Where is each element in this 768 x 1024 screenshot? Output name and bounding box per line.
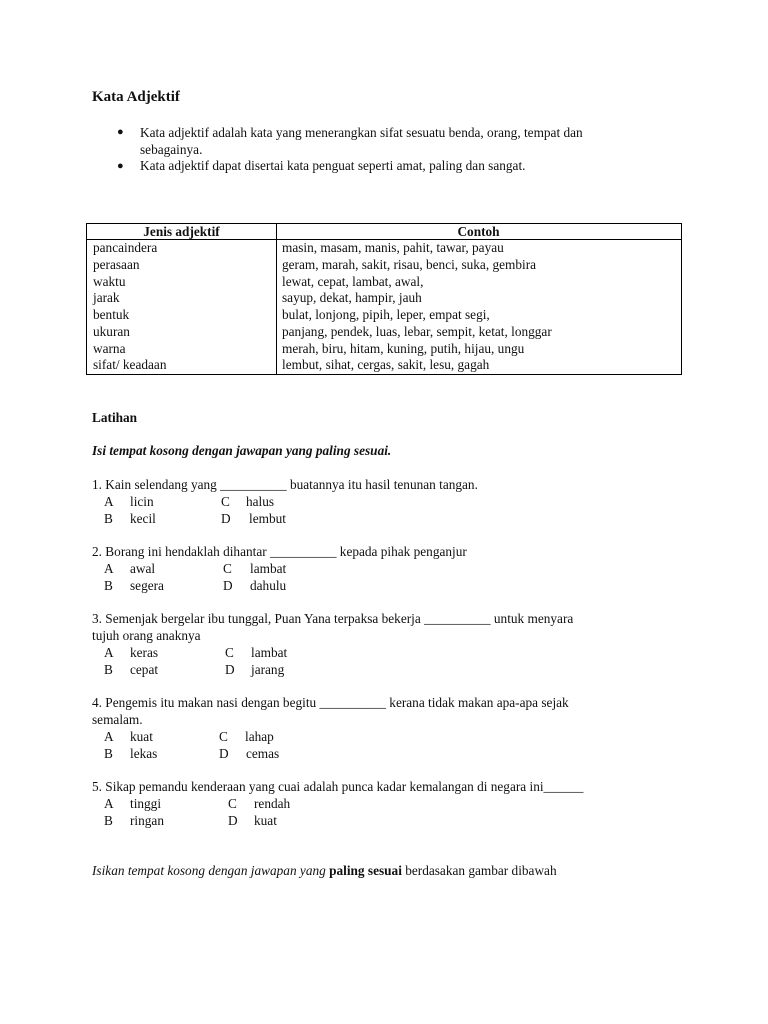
- table-row: [87, 274, 681, 291]
- bullet-text: Kata adjektif adalah kata yang menerangkan sifat sesuatu benda, orang, tempat dan: [140, 125, 583, 140]
- bullet-dot: ●: [117, 126, 124, 138]
- option-letter: A: [104, 494, 114, 509]
- table-cell-examples: merah, biru, hitam, kuning, putih, hijau, ungu: [282, 340, 525, 356]
- adjective-table: [86, 223, 682, 375]
- table-row: [87, 257, 681, 274]
- table-cell-examples: panjang, pendek, luas, lebar, sempit, ketat, longgar: [282, 323, 552, 339]
- table-cell-type: pancaindera: [93, 240, 158, 255]
- option-a: keras: [130, 645, 159, 660]
- option-a: licin: [130, 494, 154, 509]
- table-cell-examples: masin, masam, manis, pahit, tawar, payau: [282, 240, 504, 255]
- option-letter: D: [225, 662, 235, 677]
- option-c: lambat: [250, 561, 287, 576]
- table-cell-type: bentuk: [93, 307, 130, 322]
- table-cell-examples: lembut, sihat, cergas, sakit, lesu, gagah: [282, 357, 490, 373]
- option-a: awal: [130, 561, 156, 576]
- option-c: halus: [246, 494, 275, 509]
- table-row: [87, 307, 681, 324]
- table-cell-examples: sayup, dekat, hampir, jauh: [282, 290, 422, 306]
- table-header-contoh: Contoh: [457, 224, 500, 239]
- page-title: Kata Adjektif: [92, 89, 180, 105]
- table-cell-type: warna: [93, 340, 126, 356]
- table-row: [87, 240, 681, 257]
- table-header-row: [87, 224, 681, 240]
- table-cell-type: ukuran: [93, 323, 130, 339]
- option-letter: C: [228, 796, 237, 811]
- option-letter: A: [104, 796, 114, 811]
- bullet-dot: ●: [117, 160, 124, 172]
- option-d: jarang: [251, 662, 285, 677]
- question-text-continued: tujuh orang anaknya: [92, 628, 201, 643]
- option-b: lekas: [130, 746, 158, 761]
- question-text: 1. Kain selendang yang __________ buatannya itu hasil tenunan tangan.: [92, 477, 478, 492]
- table-cell-examples: lewat, cepat, lambat, awal,: [282, 273, 424, 289]
- table-cell-examples: geram, marah, sakit, risau, benci, suka, gembira: [282, 256, 537, 272]
- table-row: [87, 341, 681, 358]
- footer-instruction-bold: paling sesuai: [329, 863, 402, 878]
- table-header-jenis: Jenis adjektif: [143, 224, 220, 239]
- option-letter: D: [221, 511, 231, 526]
- option-d: lembut: [249, 511, 286, 526]
- table-cell-examples: bulat, lonjong, pipih, leper, empat segi,: [282, 307, 490, 322]
- option-c: lahap: [245, 729, 274, 744]
- option-c: lambat: [251, 645, 288, 660]
- question-text: 2. Borang ini hendaklah dihantar __________ kepada pihak penganjur: [92, 544, 467, 559]
- option-letter: B: [104, 813, 113, 828]
- bullet-text-continued: sebagainya.: [140, 142, 203, 157]
- section-title-latihan: Latihan: [92, 410, 138, 425]
- option-b: segera: [130, 578, 164, 593]
- table-row: [87, 357, 681, 374]
- option-b: kecil: [130, 511, 156, 526]
- option-d: dahulu: [250, 578, 287, 593]
- option-letter: D: [228, 813, 238, 828]
- question-text: 3. Semenjak bergelar ibu tunggal, Puan Yana terpaksa bekerja __________ untuk menyara: [92, 611, 574, 626]
- footer-instruction: [92, 862, 557, 879]
- option-letter: D: [219, 746, 229, 761]
- question-text: 5. Sikap pemandu kenderaan yang cuai adalah punca kadar kemalangan di negara ini______: [92, 779, 584, 794]
- table-row: [87, 324, 681, 341]
- question-text: 4. Pengemis itu makan nasi dengan begitu __________ kerana tidak makan apa-apa sejak: [92, 695, 569, 710]
- option-a: tinggi: [130, 796, 162, 811]
- option-letter: C: [219, 729, 228, 744]
- option-letter: A: [104, 561, 114, 576]
- table-cell-type: jarak: [93, 290, 120, 306]
- table-cell-type: sifat/ keadaan: [93, 357, 167, 373]
- table-cell-type: perasaan: [93, 256, 140, 272]
- option-letter: A: [104, 729, 114, 744]
- option-b: cepat: [130, 662, 159, 677]
- option-letter: B: [104, 662, 113, 677]
- question-text-continued: semalam.: [92, 712, 143, 727]
- footer-instruction-part2: berdasakan gambar dibawah: [401, 863, 557, 878]
- table-row: [87, 290, 681, 307]
- exercise-instruction: Isi tempat kosong dengan jawapan yang paling sesuai.: [92, 443, 392, 458]
- bullet-text: Kata adjektif dapat disertai kata penguat seperti amat, paling dan sangat.: [140, 158, 526, 173]
- option-letter: A: [104, 645, 114, 660]
- option-letter: C: [221, 494, 230, 509]
- table-cell-type: waktu: [93, 273, 126, 289]
- option-letter: C: [223, 561, 232, 576]
- option-d: kuat: [254, 813, 277, 828]
- option-letter: B: [104, 578, 113, 593]
- option-a: kuat: [130, 729, 153, 744]
- option-letter: C: [225, 645, 234, 660]
- option-letter: B: [104, 746, 113, 761]
- option-b: ringan: [130, 813, 164, 828]
- option-letter: B: [104, 511, 113, 526]
- option-letter: D: [223, 578, 233, 593]
- option-c: rendah: [254, 796, 291, 811]
- footer-instruction-part1: Isikan tempat kosong dengan jawapan yang: [92, 863, 330, 878]
- option-d: cemas: [246, 746, 280, 761]
